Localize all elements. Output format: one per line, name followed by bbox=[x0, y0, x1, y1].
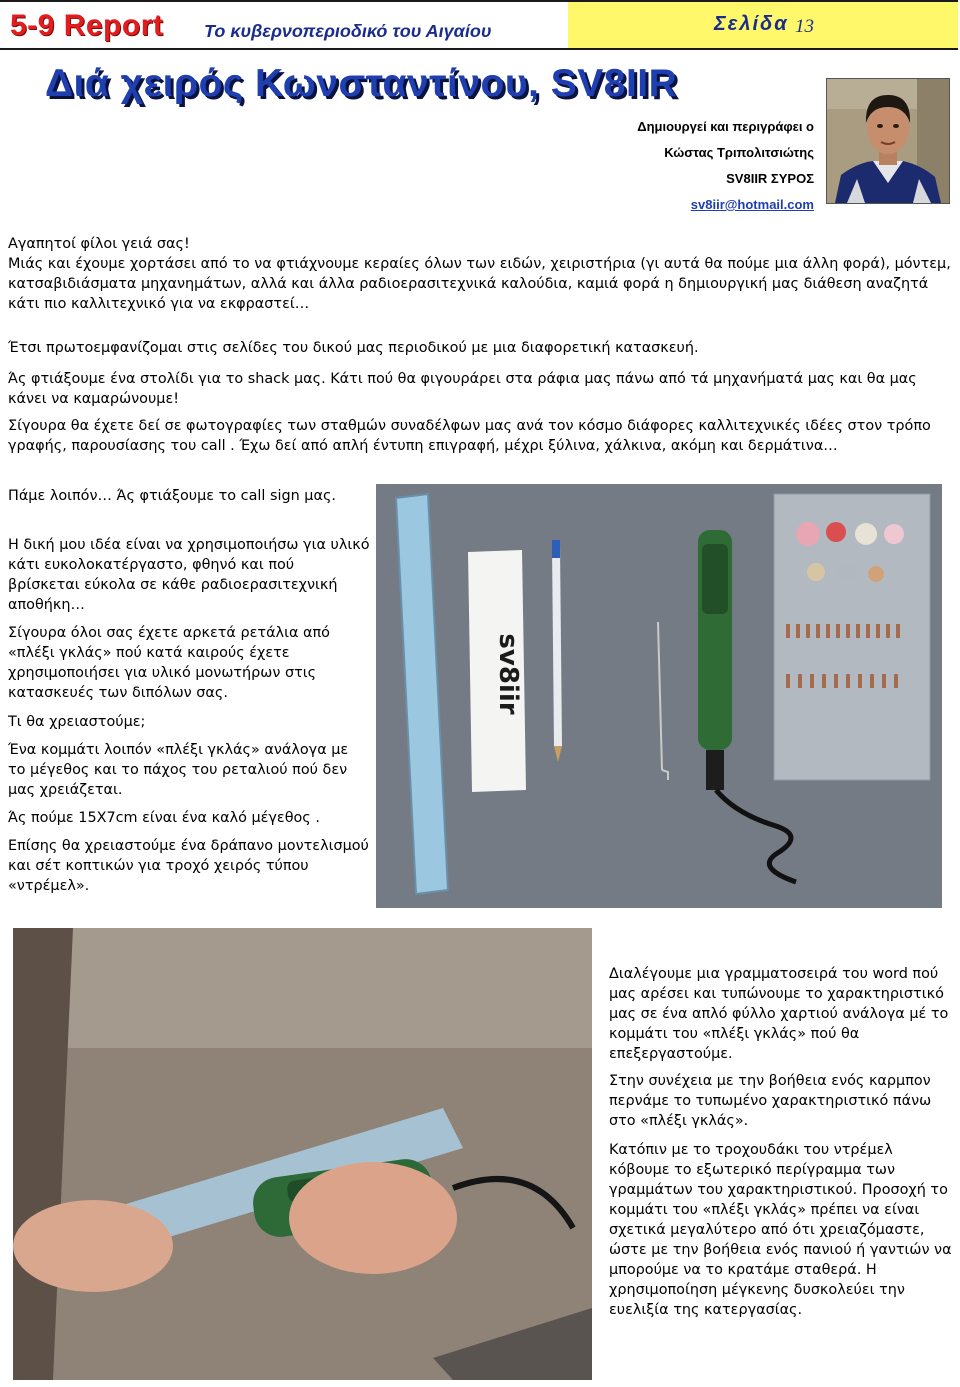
page-header bbox=[0, 0, 960, 48]
body-paragraph: Στην συνέχεια με την βοήθεια ενός καρμπον περνάμε το τυπωμένο χαρακτηριστικό πάνω στο «πλέξι γκλάς». bbox=[609, 1073, 932, 1129]
page-number: 13 bbox=[795, 16, 814, 37]
body-paragraph: Πάμε λοιπόν… Άς φτιάξουμε το call sign μας. bbox=[8, 488, 336, 504]
body-paragraph: Τι θα χρειαστούμε; bbox=[8, 714, 146, 730]
body-paragraph: Έτσι πρωτοεμφανίζομαι στις σελίδες του δικού μας περιοδικού με μια διαφορετική κατασκευή. bbox=[8, 340, 699, 356]
intro-paragraph: Μιάς και έχουμε χορτάσει από το να φτιάχνουμε κεραίες όλων των ειδών, χειριστήρια (γι αυτά θα πούμε μια άλλη φορά), μόντεμ, κατσαβιδιάσματα μηχανημάτων, αλλά και άλλα ραδιοερασιτεχνικά καλούδια, καμιά φορά η δημιουργική μας διάθεση αναζητά κάτι πιο καλλιτεχνικό για να εκφραστεί… bbox=[8, 256, 951, 312]
article-title: Διά χειρός Κωνσταντίνου, SV8IIR bbox=[45, 62, 678, 105]
byline-author: Κώστας Τριπολιτσιώτης bbox=[664, 145, 814, 160]
author-email-link[interactable]: sv8iir@hotmail.com bbox=[690, 197, 814, 212]
header-bottom-rule bbox=[0, 48, 958, 50]
body-paragraph: Άς φτιάξουμε ένα στολίδι για το shack μας. Κάτι πού θα φιγουράρει στα ράφια μας πάνω από τά μηχανήματά μας και θα μας κάνει να καμαρώνουμε! bbox=[8, 371, 917, 407]
author-photo bbox=[826, 78, 950, 204]
magazine-subtitle: Το κυβερνοπεριοδικό του Αιγαίου bbox=[204, 21, 492, 41]
dremel-cutting-photo bbox=[13, 928, 592, 1380]
greeting-paragraph: Αγαπητοί φίλοι γειά σας! bbox=[8, 236, 190, 252]
body-paragraph: Σίγουρα όλοι σας έχετε αρκετά ρετάλια από «πλέξι γκλάς» πού κατά καιρούς έχετε χρησιμοποιήσει για υλικό μονωτήρων στις κατασκευές των διπόλων σας. bbox=[8, 625, 330, 701]
body-paragraph: Άς πούμε 15X7cm είναι ένα καλό μέγεθος . bbox=[8, 810, 320, 826]
body-paragraph: Κατόπιν με το τροχουδάκι του ντρέμελ κόβουμε το εξωτερικό περίγραμμα των γραμμάτων του χαρακτηριστικού. Προσοχή το κομμάτι του «πλέξι γκλάς» πρέπει να είναι σχετικά μεγαλύτερο από ότι χρειαζόμαστε, ώστε με την βοήθεια ενός πανιού ή γαντιών να μπορούμε να το κρατάμε σταθερά. Η χρησιμοποίηση μέγκενης δυσκολεύει την ευελιξία της κατεργασίας. bbox=[609, 1142, 952, 1318]
body-paragraph: Σίγουρα θα έχετε δεί σε φωτογραφίες των σταθμών συναδέλφων μας ανά τον κόσμο διάφορες καλλιτεχνικές ιδέες στον τρόπο γραφής, παρουσίασης του call . Έχω δεί από απλή έντυπη επιγραφή, μέχρι ξύλινα, χάλκινα, ακόμη και δερμάτινα… bbox=[8, 418, 931, 454]
tools-photo bbox=[376, 484, 942, 908]
body-paragraph: Ένα κομμάτι λοιπόν «πλέξι γκλάς» ανάλογα με το μέγεθος και το πάχος του ρεταλιού πού δεν μας χρειάζεται. bbox=[8, 742, 349, 798]
author-byline bbox=[637, 114, 814, 218]
magazine-logo: 5-9 Report bbox=[10, 9, 164, 42]
body-paragraph: Διαλέγουμε μια γραμματοσειρά του word πού μας αρέσει και τυπώνουμε το χαρακτηριστικό μας σε ένα απλό φύλλο χαρτιού ανάλογα μέ το κομμάτι του «πλέξι γκλάς» πού θα επεξεργαστούμε. bbox=[609, 966, 949, 1062]
body-paragraph: Η δική μου ιδέα είναι να χρησιμοποιήσω για υλικό κάτι ευκολοκατέργαστο, φθηνό και πού βρίσκεται εύκολα σε κάθε ραδιοερασιτεχνική αποθήκη… bbox=[8, 537, 370, 613]
byline-callsign: SV8IIR ΣΥΡΟΣ bbox=[726, 171, 814, 186]
byline-line: Δημιουργεί και περιγράφει ο bbox=[637, 119, 814, 134]
printed-callsign: sv8iir bbox=[493, 633, 523, 715]
page-label: Σελίδα bbox=[714, 13, 789, 35]
body-paragraph: Επίσης θα χρειαστούμε ένα δράπανο μοντελισμού και σέτ κοπτικών για τροχό χειρός τύπου «ντρέμελ». bbox=[8, 838, 369, 894]
